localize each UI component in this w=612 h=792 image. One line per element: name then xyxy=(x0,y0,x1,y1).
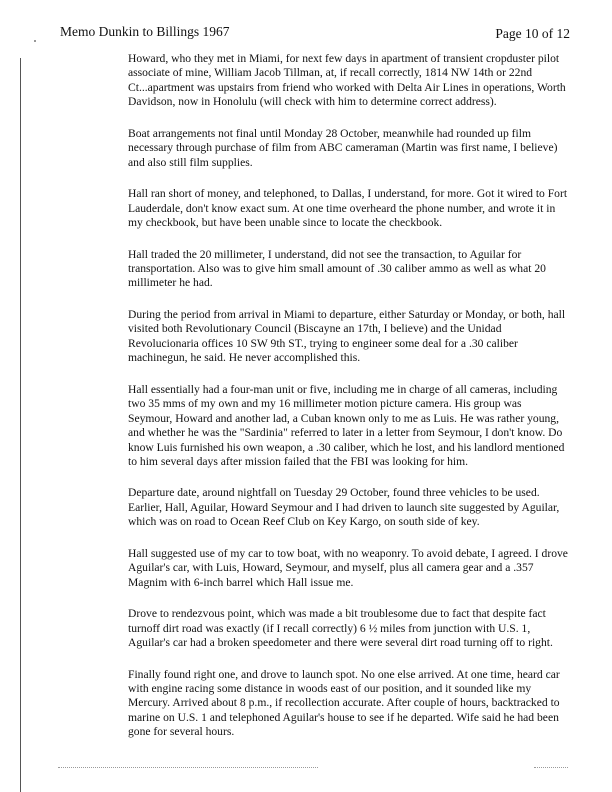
paragraph: Drove to rendezvous point, which was made a bit troublesome due to fact that despite fact turnoff dirt road was exactly (if I recall correctly) 6 ½ miles from junction with U.S. 1, Aguilar's car had a broken speedometer and there were several dirt road turning off to right. xyxy=(128,607,553,650)
paragraph: During the period from arrival in Miami to departure, either Saturday or Monday, or both, hall visited both Revolutionary Council (Biscayne an 17th, I believe) and the Unidad Revolucionaria offices 10 SW 9th ST., trying to engineer some deal for a .30 caliber machinegun, he said. He never accomplished this. xyxy=(128,307,566,365)
footer-dotted-line-right xyxy=(534,767,568,768)
paragraph: Howard, who they met in Miami, for next few days in apartment of transient cropduster pilot associate of mine, William Jacob Tillman, at, if recall correctly, 1814 NW 14th or 22nd Ct...apartment was upstairs from friend who worked with Delta Air Lines in operations, Worth Davidson, now in Honolulu (will check with him to determine correct address). xyxy=(128,52,566,109)
paragraph: Departure date, around nightfall on Tuesday 29 October, found three vehicles to be used. Earlier, Hall, Aguilar, Howard Seymour and I had driven to launch site suggested by Aguilar, which was on road to Ocean Reef Club on Key Kargo, on south side of key. xyxy=(128,486,560,529)
paragraph: Boat arrangements not final until Monday 28 October, meanwhile had rounded up film necessary through purchase of film from ABC cameraman (Martin was first name, I believe) and also still film supplies. xyxy=(128,126,558,169)
paragraph: Hall ran short of money, and telephoned, to Dallas, I understand, for more. Got it wired to Fort Lauderdale, don't know exact sum. At one time overheard the phone number, and wrote it in my checkbook, but have been unable since to locate the checkbook. xyxy=(128,187,568,230)
paragraph: Hall suggested use of my car to tow boat, with no weaponry. To avoid debate, I agreed. I drove Aguilar's car, with Luis, Howard, Seymour, and myself, plus all camera gear and a .357 Magnim with 6-inch barrel which Hall issue me. xyxy=(128,546,568,589)
paragraph: Hall essentially had a four-man unit or five, including me in charge of all cameras, including two 35 mms of my own and my 16 millimeter motion picture camera. His group was Seymour, Howard and another lad, a Cuban known only to me as Luis. He was rather young, and whether he was the "Sardinia" referred to later in a letter from Seymour, I don't know. Do know Luis furnished his own weapon, a .30 caliber, which he lost, and his landlord mentioned to him several days after mission failed that the FBI was looking for him. xyxy=(128,382,565,468)
footer-dotted-line-left xyxy=(58,767,318,768)
paragraph: Hall traded the 20 millimeter, I understand, did not see the transaction, to Aguilar for transportation. Also was to give him small amount of .30 caliber ammo as well as what 20 millimeter he had. xyxy=(128,247,546,290)
paragraph: Finally found right one, and drove to launch spot. No one else arrived. At one time, heard car with engine racing some distance in woods east of our position, and it sounded like my Mercury. Arrived about 8 p.m., if recollection accurate. After couple of hours, backtracked to marine on U.S. 1 and telephoned Aguilar's house to see if he departed. Wife said he had been gone for several hours. xyxy=(128,667,560,739)
memo-body xyxy=(128,52,568,757)
footer-scan-residue xyxy=(58,765,578,773)
left-margin-rule xyxy=(20,58,21,792)
page-number: Page 10 of 12 xyxy=(495,26,570,41)
scan-mark xyxy=(34,40,36,42)
memo-title: Memo Dunkin to Billings 1967 xyxy=(60,24,230,39)
